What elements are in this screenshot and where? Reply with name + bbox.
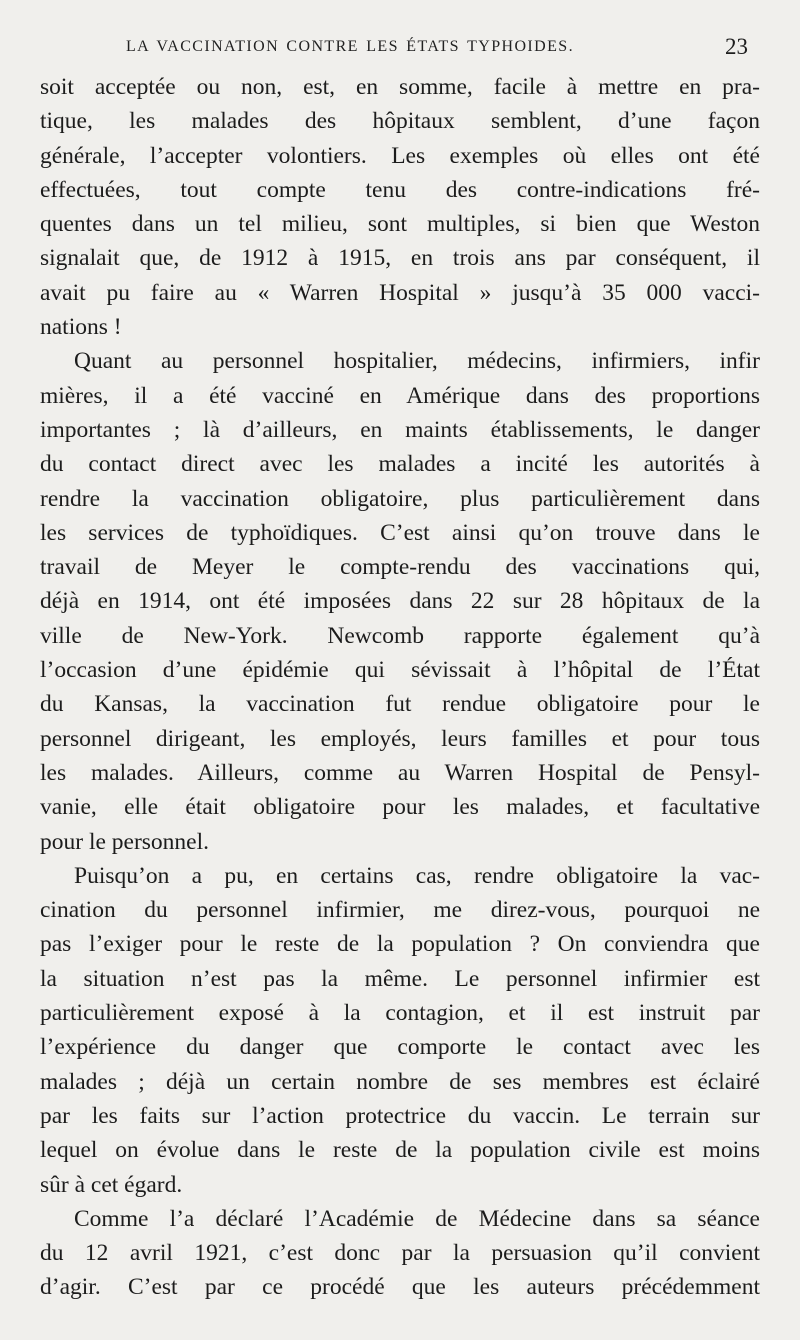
- text-line: cination du personnel infirmier, me direz-vous, pourquoi ne: [40, 897, 760, 924]
- paragraph-4: [40, 1202, 760, 1305]
- text-line: nations !: [40, 314, 122, 341]
- paragraph-1: [40, 70, 760, 344]
- text-line: mières, il a été vacciné en Amérique dans des proportions: [40, 382, 760, 409]
- text-line: particulièrement exposé à la contagion, et il est instruit par: [40, 1000, 760, 1027]
- text-line: par les faits sur l’action protectrice du vaccin. Le terrain sur: [40, 1102, 760, 1129]
- text-line: lequel on évolue dans le reste de la population civile est moins: [40, 1137, 760, 1164]
- text-line: Quant au personnel hospitalier, médecins, infirmiers, infir: [74, 348, 760, 375]
- text-line: pas l’exiger pour le reste de la population ? On conviendra que: [40, 931, 760, 958]
- text-line: l’expérience du danger que comporte le contact avec les: [40, 1034, 760, 1061]
- text-line: malades ; déjà un certain nombre de ses membres est éclairé: [40, 1068, 760, 1095]
- paragraph-2: [40, 344, 760, 858]
- text-line: déjà en 1914, ont été imposées dans 22 sur 28 hôpitaux de la: [40, 588, 760, 615]
- running-title: LA VACCINATION CONTRE LES ÉTATS TYPHOIDES.: [126, 38, 574, 55]
- text-line: du contact direct avec les malades a incité les autorités à: [40, 451, 760, 478]
- text-line: personnel dirigeant, les employés, leurs familles et pour tous: [40, 725, 760, 752]
- page-number: 23: [725, 34, 748, 59]
- text-line: rendre la vaccination obligatoire, plus particulièrement dans: [40, 485, 760, 512]
- text-line: la situation n’est pas la même. Le personnel infirmier est: [40, 965, 760, 992]
- text-line: l’occasion d’une épidémie qui sévissait à l’hôpital de l’État: [40, 657, 760, 684]
- text-line: soit acceptée ou non, est, en somme, facile à mettre en pra-: [40, 74, 760, 100]
- text-line: vanie, elle était obligatoire pour les malades, et facultative: [40, 794, 760, 821]
- text-line: pour le personnel.: [40, 828, 210, 855]
- text-line: importantes ; là d’ailleurs, en maints établissements, le danger: [40, 416, 760, 443]
- text-line: travail de Meyer le compte-rendu des vaccinations qui,: [40, 554, 760, 581]
- text-line: Comme l’a déclaré l’Académie de Médecine dans sa séance: [74, 1205, 760, 1232]
- running-head: [0, 34, 800, 64]
- text-line: quentes dans un tel milieu, sont multiples, si bien que Weston: [40, 211, 760, 238]
- text-line: les services de typhoïdiques. C’est ainsi qu’on trouve dans le: [40, 519, 760, 546]
- text-line: sûr à cet égard.: [40, 1171, 183, 1198]
- text-line: effectuées, tout compte tenu des contre-indications fré-: [40, 176, 760, 203]
- text-line: ville de New-York. Newcomb rapporte également qu’à: [40, 622, 760, 649]
- text-line: du 12 avril 1921, c’est donc par la persuasion qu’il convient: [40, 1240, 760, 1267]
- text-line: signalait que, de 1912 à 1915, en trois ans par conséquent, il: [40, 245, 760, 272]
- text-line: tique, les malades des hôpitaux semblent, d’une façon: [40, 108, 760, 135]
- text-line: d’agir. C’est par ce procédé que les auteurs précédemment: [40, 1274, 760, 1301]
- text-line: Puisqu’on a pu, en certains cas, rendre obligatoire la vac-: [74, 862, 760, 889]
- text-line: du Kansas, la vaccination fut rendue obligatoire pour le: [40, 691, 760, 718]
- body-text: [40, 70, 760, 1305]
- paragraph-3: [40, 859, 760, 1202]
- text-line: générale, l’accepter volontiers. Les exemples où elles ont été: [40, 142, 760, 169]
- text-line: les malades. Ailleurs, comme au Warren Hospital de Pensyl-: [40, 759, 760, 786]
- text-line: avait pu faire au « Warren Hospital » jusqu’à 35 000 vacci-: [40, 279, 760, 306]
